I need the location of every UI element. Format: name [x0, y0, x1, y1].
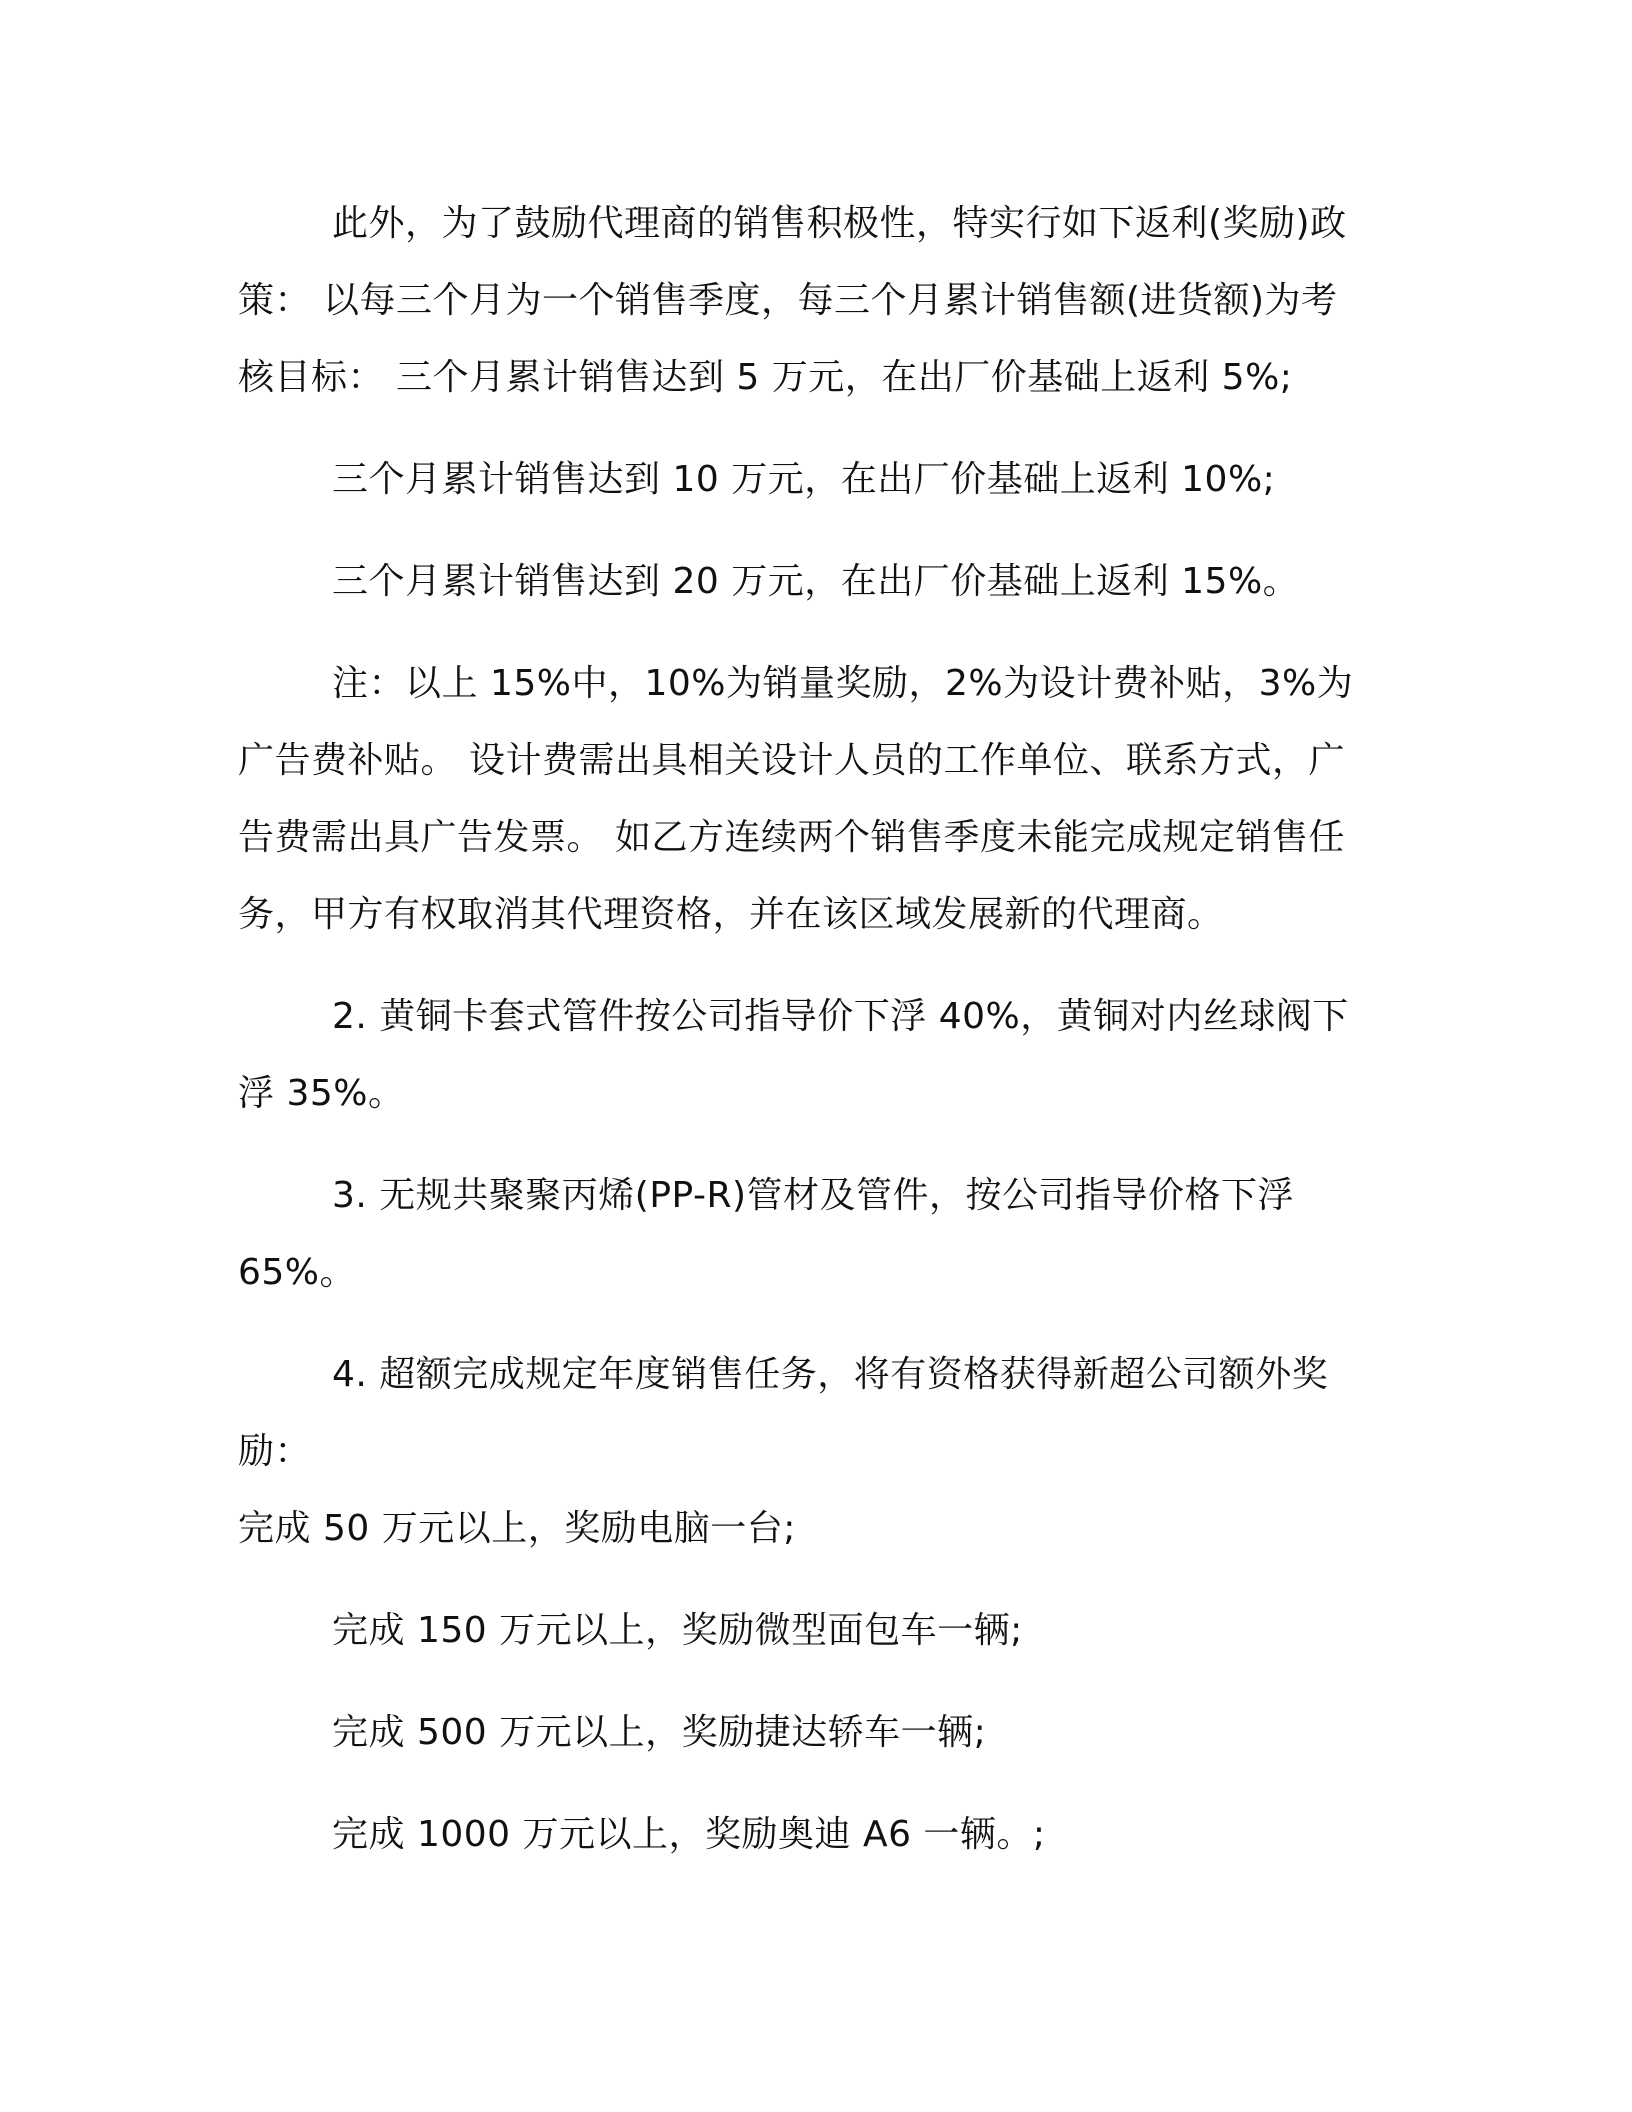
text-line: 核目标： 三个月累计销售达到 5 万元，在出厂价基础上返利 5%;	[238, 357, 1293, 398]
text-line: 2. 黄铜卡套式管件按公司指导价下浮 40%，黄铜对内丝球阀下	[332, 996, 1349, 1037]
text-line: 广告费补贴。 设计费需出具相关设计人员的工作单位、联系方式，广	[238, 740, 1345, 781]
text-line: 浮 35%。	[238, 1073, 405, 1114]
paragraph-reward-1000	[238, 1796, 1398, 1873]
paragraph-rebate-20	[238, 543, 1398, 620]
text-line: 务，甲方有权取消其代理资格，并在该区域发展新的代理商。	[238, 894, 1224, 935]
text-line: 注：以上 15%中，10%为销量奖励，2%为设计费补贴，3%为	[332, 663, 1354, 704]
text-line: 完成 1000 万元以上，奖励奥迪 A6 一辆。;	[332, 1814, 1046, 1855]
text-line: 策： 以每三个月为一个销售季度，每三个月累计销售额(进货额)为考	[238, 280, 1338, 321]
text-line: 3. 无规共聚聚丙烯(PP-R)管材及管件，按公司指导价格下浮	[332, 1175, 1295, 1216]
document-body	[238, 185, 1398, 1873]
paragraph-rebate-10	[238, 441, 1398, 518]
text-line: 告费需出具广告发票。 如乙方连续两个销售季度未能完成规定销售任	[238, 817, 1345, 858]
text-line: 三个月累计销售达到 10 万元，在出厂价基础上返利 10%;	[332, 459, 1276, 500]
paragraph-reward-500	[238, 1694, 1398, 1771]
text-line: 完成 150 万元以上，奖励微型面包车一辆;	[332, 1610, 1023, 1651]
paragraph-reward-150	[238, 1592, 1398, 1669]
paragraph-item-3	[238, 1157, 1398, 1311]
text-line: 此外，为了鼓励代理商的销售积极性，特实行如下返利(奖励)政	[332, 203, 1347, 244]
paragraph-item-2	[238, 978, 1398, 1132]
paragraph-item-4	[238, 1336, 1398, 1567]
paragraph-note	[238, 645, 1398, 953]
text-line: 完成 500 万元以上，奖励捷达轿车一辆;	[332, 1712, 987, 1753]
text-line: 65%。	[238, 1252, 357, 1293]
paragraph-rebate-policy	[238, 185, 1398, 416]
text-line: 完成 50 万元以上，奖励电脑一台;	[238, 1508, 796, 1549]
text-line: 4. 超额完成规定年度销售任务，将有资格获得新超公司额外奖励：	[238, 1354, 1329, 1472]
text-line: 三个月累计销售达到 20 万元，在出厂价基础上返利 15%。	[332, 561, 1300, 602]
